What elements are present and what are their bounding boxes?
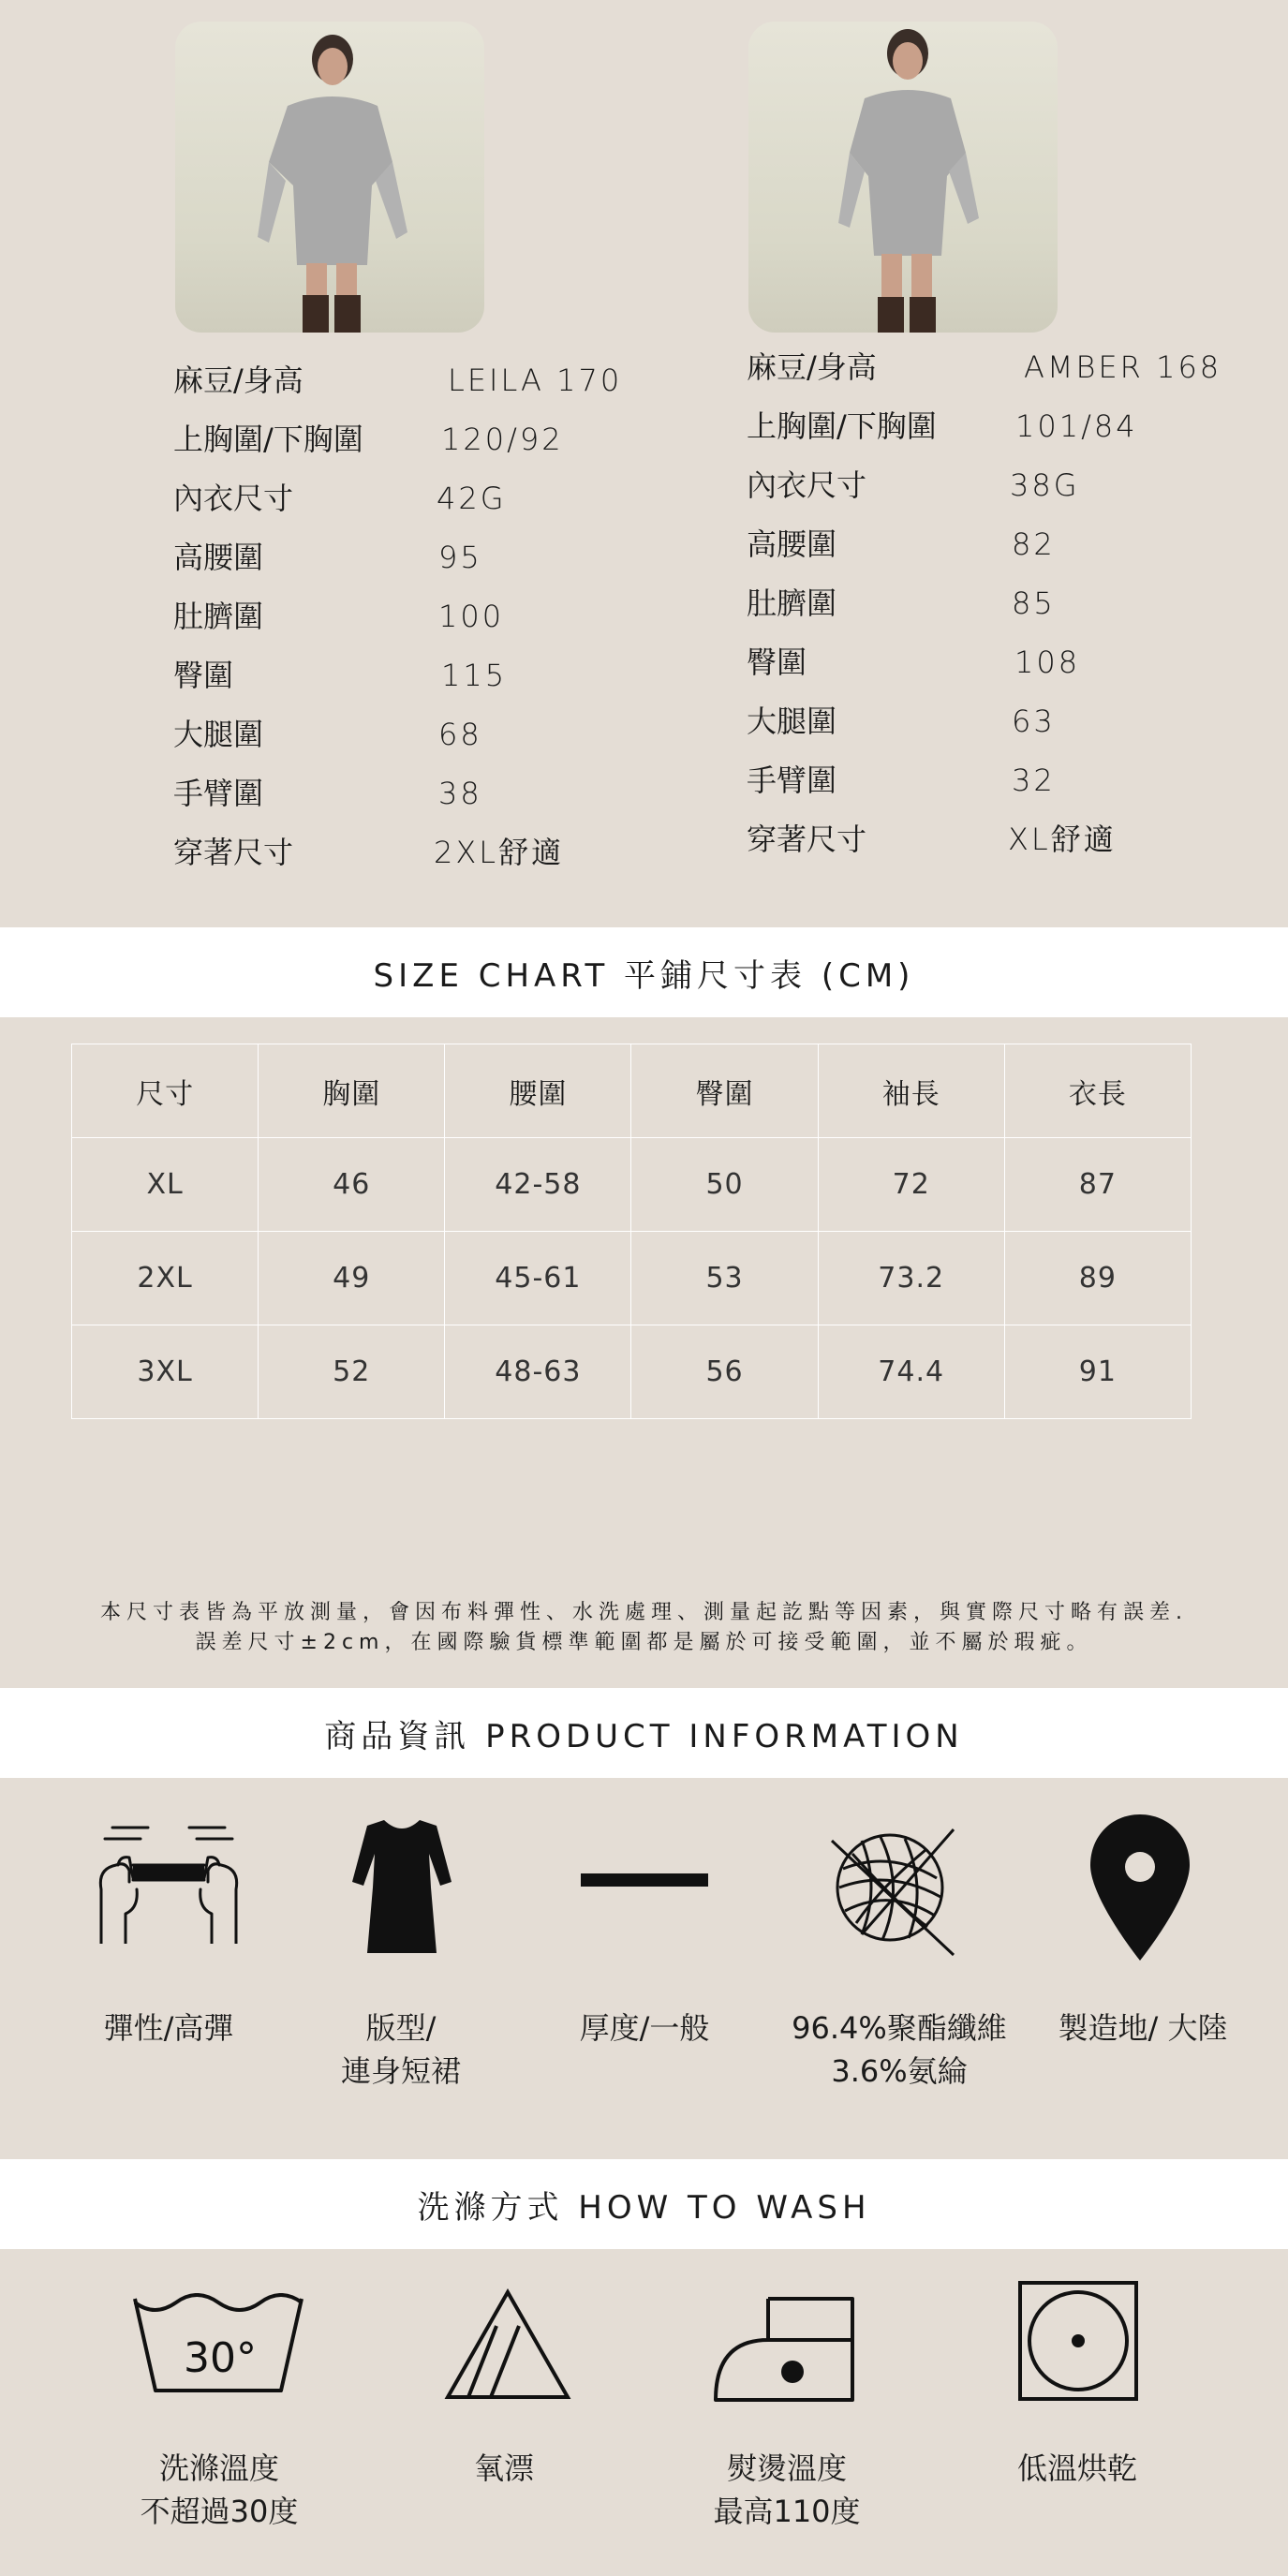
product-info-banner	[0, 1688, 1288, 1778]
tumble-dry-low-icon	[1017, 2280, 1139, 2402]
size-note-line1: 本尺寸表皆為平放測量，會因布料彈性、水洗處理、測量起訖點等因素，與實際尺寸略有誤差.	[100, 1601, 1188, 1624]
product-info-caption	[1030, 2006, 1255, 2050]
table-cell: 72	[818, 1138, 1004, 1232]
caption-line1: 版型/	[365, 2010, 437, 2046]
dress-icon	[350, 1816, 453, 1957]
stretch-fabric-icon	[92, 1822, 245, 1944]
spec-value: 101/84	[1015, 408, 1138, 444]
product-info-caption	[532, 2006, 757, 2050]
model-photo-amber	[748, 22, 1058, 333]
spec-label: 內衣尺寸	[173, 481, 294, 516]
caption-line2: 最高110度	[713, 2494, 861, 2529]
caption-line1: 96.4%聚酯纖維	[792, 2010, 1007, 2046]
wash-tub-icon	[131, 2293, 305, 2396]
spec-label: 大腿圍	[173, 717, 264, 752]
product-info-caption	[777, 2006, 1021, 2093]
model-image	[175, 22, 484, 333]
table-cell: 3XL	[72, 1325, 259, 1419]
spec-value: 100	[438, 599, 505, 634]
caption-line1: 製造地/ 大陸	[1058, 2010, 1228, 2046]
spec-label: 肚臍圍	[173, 599, 264, 634]
table-cell: 42-58	[445, 1138, 631, 1232]
spec-label: 肚臍圍	[747, 585, 837, 621]
spec-label: 手臂圍	[747, 762, 837, 798]
table-cell: 52	[259, 1325, 445, 1419]
spec-label: 大腿圍	[747, 703, 837, 739]
table-cell: 46	[259, 1138, 445, 1232]
iron-icon	[712, 2293, 858, 2404]
table-cell: 49	[259, 1232, 445, 1325]
spec-value: 38	[438, 776, 482, 811]
spec-value: LEILA 170	[448, 363, 623, 398]
wash-caption	[392, 2447, 616, 2490]
spec-value: 42G	[437, 481, 507, 516]
thickness-line-icon	[581, 1872, 708, 1890]
table-cell: 45-61	[445, 1232, 631, 1325]
spec-label: 上胸圍/下胸圍	[747, 408, 937, 444]
spec-value: XL舒適	[1008, 822, 1117, 857]
table-header: 臀圍	[631, 1044, 818, 1138]
table-header: 胸圍	[259, 1044, 445, 1138]
caption-line2: 不超過30度	[140, 2494, 299, 2529]
spec-value: AMBER 168	[1024, 349, 1222, 385]
size-chart-banner	[0, 927, 1288, 1017]
spec-label: 高腰圍	[747, 526, 837, 562]
table-cell: 48-63	[445, 1325, 631, 1419]
spec-value: 68	[438, 717, 482, 752]
spec-value: 108	[1014, 644, 1081, 680]
spec-label: 上胸圍/下胸圍	[173, 422, 363, 457]
caption-line1: 氧漂	[473, 2450, 534, 2486]
spec-label: 臀圍	[747, 644, 807, 680]
table-cell: 50	[631, 1138, 818, 1232]
table-row	[72, 1325, 1192, 1419]
spec-value: 120/92	[441, 422, 564, 457]
model-image	[748, 22, 1058, 333]
spec-value: 38G	[1010, 467, 1080, 503]
location-pin-icon	[1087, 1813, 1193, 1962]
spec-label: 麻豆/身高	[173, 363, 303, 398]
table-header: 衣長	[1004, 1044, 1191, 1138]
section-title: 洗滌方式 HOW TO WASH	[417, 2188, 871, 2227]
table-cell: 2XL	[72, 1232, 259, 1325]
table-cell: 91	[1004, 1325, 1191, 1419]
spec-value: 95	[438, 540, 482, 575]
spec-value: 115	[441, 658, 508, 693]
caption-line1: 洗滌溫度	[158, 2450, 279, 2486]
spec-label: 內衣尺寸	[747, 467, 867, 503]
product-info-caption	[56, 2006, 281, 2050]
spec-value: 2XL舒適	[434, 835, 565, 870]
table-header: 尺寸	[72, 1044, 259, 1138]
spec-value: 32	[1012, 762, 1056, 798]
section-title: 商品資訊 PRODUCT INFORMATION	[324, 1717, 964, 1755]
wash-caption	[674, 2447, 899, 2533]
spec-label: 臀圍	[173, 658, 234, 693]
spec-label: 穿著尺寸	[747, 822, 867, 857]
table-header: 袖長	[818, 1044, 1004, 1138]
table-cell: XL	[72, 1138, 259, 1232]
model-photo-leila	[175, 22, 484, 333]
wash-caption	[97, 2447, 341, 2533]
caption-line2: 連身短裙	[340, 2053, 461, 2089]
wash-caption	[965, 2447, 1190, 2490]
table-header: 腰圍	[445, 1044, 631, 1138]
caption-line1: 低溫烘乾	[1016, 2450, 1137, 2486]
table-cell: 53	[631, 1232, 818, 1325]
spec-label: 高腰圍	[173, 540, 264, 575]
spec-label: 手臂圍	[173, 776, 264, 811]
table-row	[72, 1138, 1192, 1232]
caption-line2: 3.6%氨綸	[831, 2053, 968, 2089]
bleach-triangle-icon	[444, 2288, 571, 2401]
section-title: SIZE CHART 平鋪尺寸表 (CM)	[373, 956, 915, 995]
spec-label: 麻豆/身高	[747, 349, 877, 385]
table-row	[72, 1232, 1192, 1325]
table-cell: 73.2	[818, 1232, 1004, 1325]
spec-value: 63	[1012, 703, 1056, 739]
wash-banner	[0, 2159, 1288, 2249]
product-info-caption	[289, 2006, 513, 2093]
caption-line1: 熨燙溫度	[726, 2450, 847, 2486]
size-note-line2: 誤差尺寸±2cm，在國際驗貨標準範圍都是屬於可接受範圍，並不屬於瑕疵。	[195, 1631, 1093, 1654]
caption-line1: 厚度/一般	[579, 2010, 710, 2046]
spec-value: 85	[1012, 585, 1056, 621]
table-cell: 89	[1004, 1232, 1191, 1325]
table-cell: 74.4	[818, 1325, 1004, 1419]
spec-value: 82	[1012, 526, 1056, 562]
yarn-ball-icon	[824, 1822, 965, 1962]
table-header-row	[72, 1044, 1192, 1138]
caption-line1: 彈性/高彈	[103, 2010, 234, 2046]
table-cell: 56	[631, 1325, 818, 1419]
wash-temp-label: 30°	[184, 2334, 257, 2382]
spec-label: 穿著尺寸	[173, 835, 294, 870]
table-cell: 87	[1004, 1138, 1191, 1232]
size-table	[71, 1044, 1192, 1419]
